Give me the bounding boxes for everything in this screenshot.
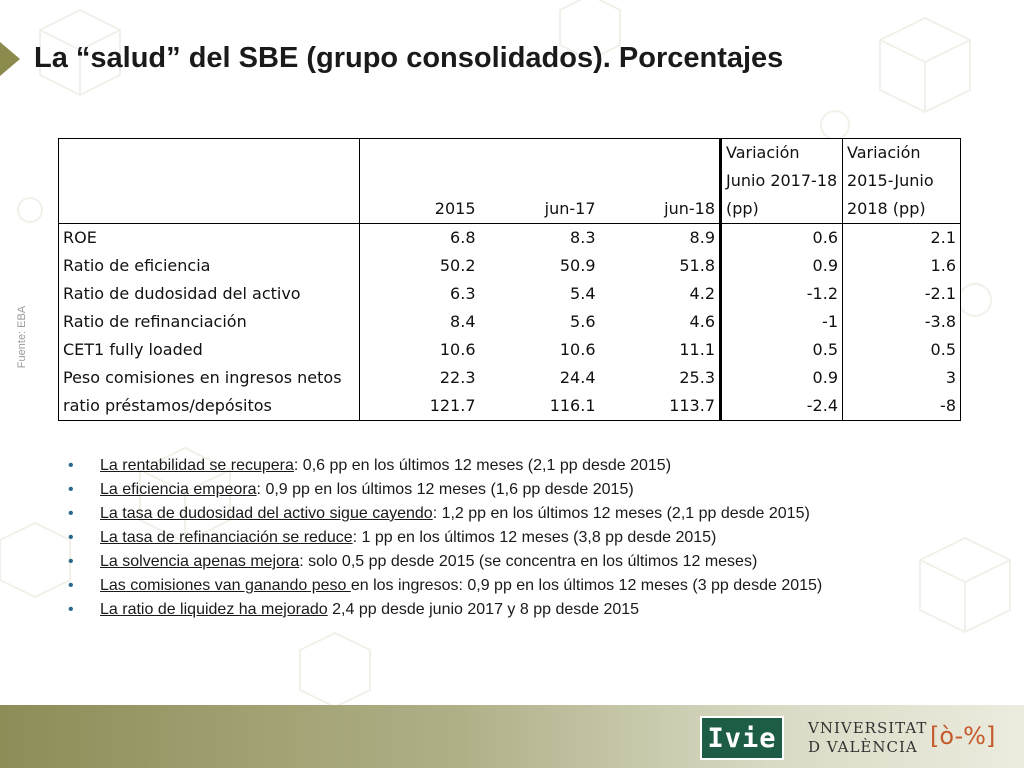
slide-title: La “salud” del SBE (grupo consolidados). Porcentajes — [34, 42, 784, 74]
list-item — [64, 528, 964, 548]
cell-jun18: 51.8 — [679, 256, 715, 275]
cell-jun18: 11.1 — [679, 340, 715, 359]
table-header-jun18: jun-18 — [664, 199, 715, 218]
bullet-highlight: La tasa de refinanciación se reduce — [100, 529, 353, 546]
cell-jun17: 5.6 — [570, 312, 596, 331]
cell-var-1518: 0.5 — [843, 336, 961, 364]
bullet-highlight: Las comisiones van ganando peso — [100, 577, 351, 594]
table-header-var-1718: Variación Junio 2017-18 (pp) — [721, 139, 843, 224]
table-header-2015: 2015 — [360, 139, 480, 224]
table-row — [59, 364, 961, 392]
bullet-text: : solo 0,5 pp desde 2015 (se concentra en los últimos 12 meses) — [299, 553, 758, 570]
table-row — [59, 280, 961, 308]
cell-var-1718: -1.2 — [721, 280, 843, 308]
uv-logo-line1: VNIVERSITAT — [808, 719, 928, 737]
cell-var-1518: -8 — [843, 392, 961, 421]
title-arrow-marker — [0, 42, 20, 76]
cell-var-1518: 3 — [843, 364, 961, 392]
list-item — [64, 504, 964, 524]
cell-var-1718: 0.9 — [721, 252, 843, 280]
cell-2015: 22.3 — [360, 364, 480, 392]
cell-var-1518: 1.6 — [843, 252, 961, 280]
cell-var-1518: 2.1 — [843, 224, 961, 253]
list-item — [64, 480, 964, 500]
row-label: ratio préstamos/depósitos — [63, 396, 272, 415]
cell-var-1718: 0.9 — [721, 364, 843, 392]
table-row — [59, 392, 961, 421]
cell-2015: 10.6 — [360, 336, 480, 364]
findings-list — [64, 456, 964, 624]
cell-jun18: 25.3 — [679, 368, 715, 387]
row-label: Peso comisiones en ingresos netos — [63, 368, 342, 387]
cell-var-1518: -2.1 — [843, 280, 961, 308]
bullet-text: 2,4 pp desde junio 2017 y 8 pp desde 2015 — [327, 601, 640, 618]
cell-jun17: 5.4 — [570, 284, 596, 303]
table-row — [59, 336, 961, 364]
row-label: Ratio de eficiencia — [63, 256, 211, 275]
table-row — [59, 252, 961, 280]
list-item — [64, 552, 964, 572]
cell-var-1718: 0.5 — [721, 336, 843, 364]
source-note — [8, 292, 36, 382]
cell-var-1718: -2.4 — [721, 392, 843, 421]
list-item — [64, 456, 964, 476]
uv-logo-line2: D VALÈNCIA — [808, 738, 918, 756]
bullet-text: : 0,6 pp en los últimos 12 meses (2,1 pp desde 2015) — [293, 457, 672, 474]
list-item — [64, 576, 964, 596]
ivie-logo: Ivie — [700, 716, 784, 760]
bullet-text: en los ingresos: 0,9 pp en los últimos 12 meses (3 pp desde 2015) — [350, 577, 823, 594]
cell-jun17: 8.3 — [570, 228, 596, 247]
row-label: ROE — [63, 228, 97, 247]
bullet-highlight: La rentabilidad se recupera — [100, 457, 294, 474]
bullet-highlight: La solvencia apenas mejora — [100, 553, 300, 570]
bullet-highlight: La tasa de dudosidad del activo sigue cayendo — [100, 505, 433, 522]
cell-jun18: 113.7 — [669, 396, 715, 415]
cell-jun18: 8.9 — [689, 228, 715, 247]
row-label: Ratio de dudosidad del activo — [63, 284, 301, 303]
data-table — [58, 138, 961, 421]
table-header-label — [59, 139, 360, 224]
bullet-text: : 1,2 pp en los últimos 12 meses (2,1 pp desde 2015) — [432, 505, 810, 522]
cell-var-1718: 0.6 — [721, 224, 843, 253]
table-row — [59, 224, 961, 253]
bullet-text: : 0,9 pp en los últimos 12 meses (1,6 pp desde 2015) — [256, 481, 634, 498]
row-label: CET1 fully loaded — [63, 340, 203, 359]
cell-2015: 6.3 — [360, 280, 480, 308]
uv-logo-mark-icon: [ò-%] — [930, 722, 996, 750]
row-label: Ratio de refinanciación — [63, 312, 247, 331]
bullet-text: : 1 pp en los últimos 12 meses (3,8 pp desde 2015) — [352, 529, 717, 546]
cell-jun18: 4.2 — [689, 284, 715, 303]
cell-jun17: 10.6 — [559, 340, 596, 359]
cell-jun18: 4.6 — [689, 312, 715, 331]
cell-jun17: 116.1 — [549, 396, 596, 415]
table-header-var-1518: Variación 2015-Junio 2018 (pp) — [843, 139, 961, 224]
table-row — [59, 308, 961, 336]
cell-jun17: 24.4 — [559, 368, 596, 387]
cell-2015: 50.2 — [360, 252, 480, 280]
table-header-row — [59, 139, 961, 224]
bullet-highlight: La ratio de liquidez ha mejorado — [100, 601, 328, 618]
universitat-valencia-logo — [808, 716, 996, 760]
cell-jun17: 50.9 — [559, 256, 596, 275]
cell-var-1518: -3.8 — [843, 308, 961, 336]
list-item — [64, 600, 964, 620]
cell-2015: 6.8 — [360, 224, 480, 253]
cell-2015: 8.4 — [360, 308, 480, 336]
source-note-text: Fuente: EBA — [16, 305, 28, 369]
cell-var-1718: -1 — [721, 308, 843, 336]
table-header-jun17: jun-17 — [544, 199, 596, 218]
bullet-highlight: La eficiencia empeora — [100, 481, 257, 498]
cell-2015: 121.7 — [360, 392, 480, 421]
